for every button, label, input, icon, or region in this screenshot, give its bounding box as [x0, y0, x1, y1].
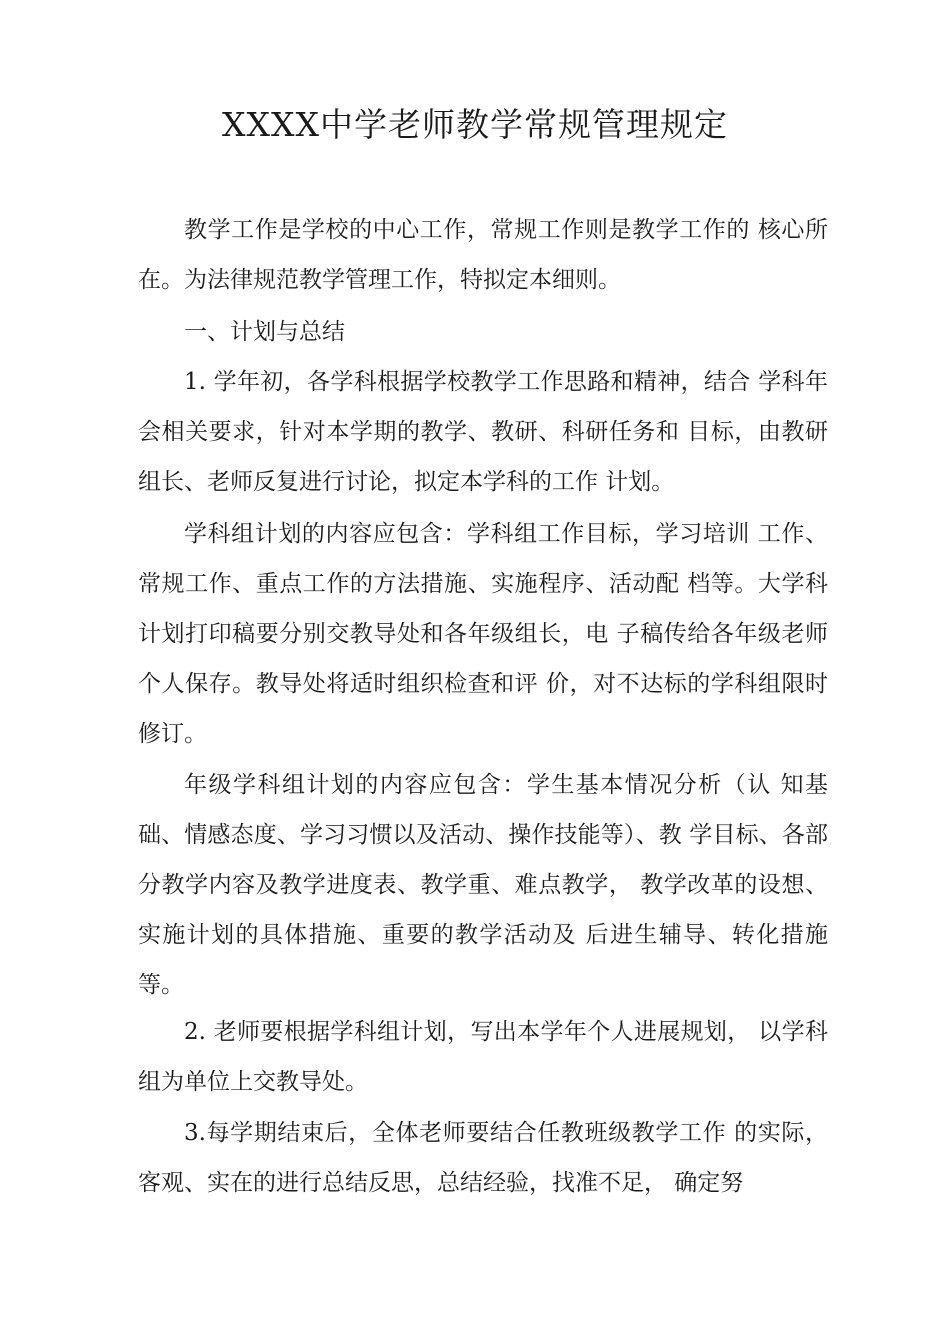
intro-paragraph: 教学工作是学校的中心工作，常规工作则是教学工作的 核心所在。为法律规范教学管理工作，特拟定本细则。 [138, 217, 828, 293]
section-heading: 一、计划与总结 [184, 319, 345, 345]
grade-plan-paragraph: 年级学科组计划的内容应包含：学生基本情况分析（认 知基础、情感态度、学习习惯以及活动、操作技能等）、教 学目标、各部分教学内容及教学进度表、教学重、难点教学， 教学改革的设想、实施计划的具体措施、重要的教学活动及 后进生辅导、转化措施等。 [138, 772, 828, 998]
group-plan-paragraph: 学科组计划的内容应包含：学科组工作目标，学习培训 工作、常规工作、重点工作的方法措施、实施程序、活动配 档等。大学科计划打印稿要分别交教导处和各年级组长，电 子稿传给各年级老师个人保存。教导处将适时组织检查和评 价，对不达标的学科组限时修订。 [138, 521, 828, 747]
item-3-paragraph: 3.每学期结束后，全体老师要结合任教班级教学工作 的实际，客观、实在的进行总结反思，总结经验，找准不足， 确定努 [138, 1120, 828, 1196]
item-1-paragraph: 1. 学年初，各学科根据学校教学工作思路和精神，结合 学科年会相关要求，针对本学期的教学、教研、科研任务和 目标，由教研组长、老师反复进行讨论，拟定本学科的工作 计划。 [138, 369, 828, 495]
document-title: XXXX中学老师教学常规管理规定 [222, 105, 728, 144]
item-2-paragraph: 2. 老师要根据学科组计划，写出本学年个人进展规划， 以学科组为单位上交教导处。 [138, 1019, 828, 1095]
